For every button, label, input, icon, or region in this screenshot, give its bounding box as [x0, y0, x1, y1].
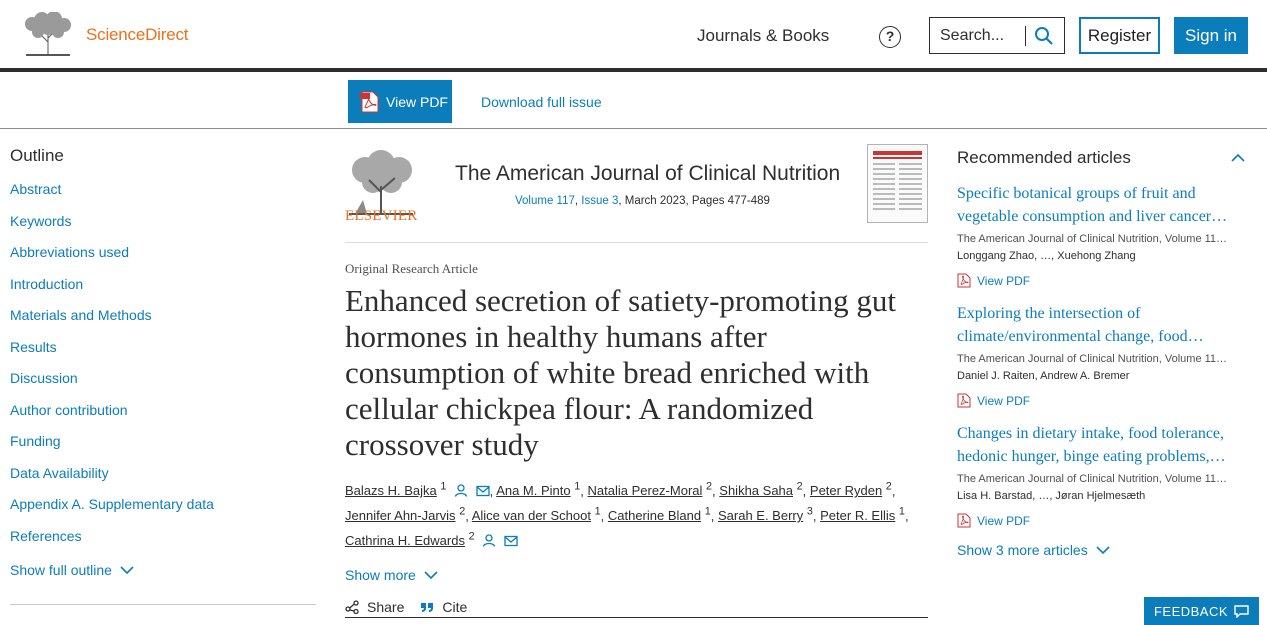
- recommended-article: [957, 302, 1247, 408]
- author-list: Balazs H. Bajka $^1$ , Ana M. Pinto $^1$, Natalia Perez-Moral $^2$, Shikha Saha $^2$, Peter Ryden $^2$, Jennifer Ahn-Jarvis $^2$, Alice van der Schoot $^1$, Catherine Bland $^1$, Sarah E. Berry $^3$, Peter R. Ellis $^1$, Cathrina H. Edwards $^2$: [345, 481, 909, 548]
- search-divider: [1025, 26, 1026, 46]
- recommended-article-authors: Longgang Zhao, …, Xuehong Zhang: [957, 250, 1136, 262]
- pdf-icon: [957, 393, 971, 408]
- author-affiliation: 1: [574, 481, 581, 493]
- volume-link[interactable]: Volume 117: [515, 195, 575, 207]
- show-more-articles-label: Show 3 more articles: [957, 542, 1088, 558]
- outline-title: Outline: [10, 146, 64, 165]
- recommended-article-authors: Lisa H. Barstad, …, Jøran Hjelmesæth: [957, 490, 1146, 502]
- download-issue-link[interactable]: Download full issue: [481, 94, 602, 110]
- recommended-view-pdf[interactable]: [957, 513, 1247, 528]
- chevron-down-icon: [424, 571, 438, 580]
- mail-icon[interactable]: [504, 534, 518, 547]
- sciencedirect-logo[interactable]: [22, 12, 188, 58]
- pdf-icon: [360, 91, 380, 113]
- issue-link[interactable]: Issue 3: [581, 195, 619, 207]
- recommended-article: [957, 182, 1247, 288]
- show-full-outline-label: Show full outline: [10, 562, 112, 578]
- author-affiliation: 2: [706, 481, 713, 493]
- author-name[interactable]: Catherine Bland: [607, 508, 702, 524]
- outline-item-author-contribution[interactable]: Author contribution: [10, 401, 128, 418]
- share-label: Share: [367, 599, 405, 616]
- author[interactable]: [820, 505, 905, 524]
- pdf-icon: [957, 273, 971, 288]
- outline-item-introduction[interactable]: Introduction: [10, 275, 84, 292]
- author-name[interactable]: Natalia Perez-Moral: [587, 483, 703, 499]
- person-icon[interactable]: [454, 484, 468, 497]
- cite-label: Cite: [442, 599, 468, 616]
- chevron-down-icon: [1096, 546, 1110, 555]
- search-icon[interactable]: [1034, 26, 1054, 46]
- recommended-panel: [957, 129, 1247, 558]
- show-full-outline-button[interactable]: [10, 562, 316, 578]
- recommended-title: Recommended articles: [957, 148, 1131, 167]
- author-name[interactable]: Peter Ryden: [809, 483, 883, 499]
- show-more-articles-button[interactable]: [957, 542, 1247, 558]
- author[interactable]: [345, 530, 475, 548]
- author[interactable]: [471, 505, 601, 524]
- show-more-button[interactable]: [345, 567, 928, 583]
- author-affiliation: 1: [898, 505, 905, 518]
- author[interactable]: [345, 483, 446, 498]
- outline-list: [10, 180, 316, 558]
- elsevier-wordmark: ELSEVIER: [345, 208, 418, 224]
- tree-logo-icon: [22, 12, 74, 58]
- author[interactable]: [607, 505, 711, 524]
- chevron-up-icon[interactable]: [1231, 153, 1245, 162]
- chevron-down-icon: [120, 566, 134, 575]
- view-pdf-button[interactable]: [348, 80, 452, 123]
- author[interactable]: [345, 505, 466, 524]
- date-pages: , March 2023, Pages 477-489: [618, 195, 770, 207]
- outline-panel: [10, 129, 316, 578]
- author-name[interactable]: Jennifer Ahn-Jarvis: [345, 508, 456, 524]
- recommended-article-journal: The American Journal of Clinical Nutrition, Volume 11…: [957, 473, 1228, 485]
- author-affiliation: 2: [796, 481, 803, 493]
- recommended-view-pdf[interactable]: [957, 273, 1247, 288]
- recommended-article-title[interactable]: Changes in dietary intake, food tolerance, hedonic hunger, binge eating problems,…: [957, 425, 1226, 465]
- recommended-view-pdf-label: View PDF: [977, 393, 1031, 408]
- author-name[interactable]: Alice van der Schoot: [471, 508, 591, 524]
- recommended-article: [957, 422, 1247, 528]
- mail-icon[interactable]: [476, 484, 490, 497]
- journal-volume-info: Volume 117, Issue 3, March 2023, Pages 477-489: [515, 195, 770, 207]
- site-header: [0, 0, 1267, 72]
- author[interactable]: [496, 483, 580, 498]
- author-affiliation: 1: [704, 505, 711, 518]
- author-name[interactable]: Shikha Saha: [719, 483, 794, 499]
- journal-header: [345, 129, 928, 243]
- brand-name: ScienceDirect: [86, 25, 189, 44]
- share-button[interactable]: [345, 599, 404, 615]
- author-affiliation: 2: [459, 505, 466, 518]
- author[interactable]: [588, 483, 713, 498]
- journals-books-link[interactable]: Journals & Books: [697, 26, 830, 45]
- recommended-article-journal: The American Journal of Clinical Nutrition, Volume 11…: [957, 353, 1228, 365]
- recommended-article-title[interactable]: Specific botanical groups of fruit and vegetable consumption and liver cancer…: [957, 185, 1228, 225]
- article-title: Enhanced secretion of satiety-promoting gut hormones in healthy humans after consumption of white bread enriched with cellular chickpea flour: A randomized crossover study: [345, 283, 896, 462]
- person-icon[interactable]: [482, 534, 496, 547]
- article-type: Original Research Article: [345, 261, 478, 276]
- feedback-label: FEEDBACK: [1153, 603, 1229, 619]
- search-input[interactable]: [930, 27, 1025, 45]
- journal-cover-thumbnail[interactable]: [867, 144, 928, 223]
- author[interactable]: [717, 505, 813, 524]
- author-name[interactable]: Ana M. Pinto: [496, 483, 571, 499]
- outline-item-keywords[interactable]: Keywords: [10, 212, 72, 229]
- view-pdf-label: View PDF: [386, 93, 448, 110]
- outline-item-funding[interactable]: Funding: [10, 433, 61, 449]
- outline-item-references[interactable]: References: [10, 527, 82, 544]
- author-affiliation: 2: [468, 530, 475, 543]
- sign-in-button[interactable]: Sign in: [1174, 17, 1248, 54]
- article-toolbar: [0, 76, 1267, 129]
- journal-title[interactable]: The American Journal of Clinical Nutrition: [455, 162, 841, 185]
- recommended-view-pdf-label: View PDF: [977, 513, 1031, 528]
- author-affiliation: 2: [885, 481, 892, 493]
- article-divider: [345, 617, 928, 618]
- recommended-view-pdf-label: View PDF: [977, 273, 1031, 288]
- recommended-article-title[interactable]: Exploring the intersection of climate/environmental change, food…: [957, 305, 1204, 345]
- author[interactable]: [810, 483, 892, 498]
- chat-icon: [1234, 605, 1249, 618]
- help-icon[interactable]: ?: [879, 26, 901, 48]
- author-affiliation: 1: [594, 505, 601, 518]
- register-button[interactable]: Register: [1079, 17, 1160, 54]
- quote-icon: [420, 601, 434, 613]
- feedback-button[interactable]: [1144, 597, 1259, 625]
- article-main: [345, 129, 928, 615]
- search-box: [929, 17, 1065, 54]
- show-more-label: Show more: [345, 567, 416, 584]
- article-actions: [345, 599, 928, 615]
- outline-item-appendix[interactable]: Appendix A. Supplementary data: [10, 496, 214, 512]
- outline-item-discussion[interactable]: Discussion: [10, 370, 78, 386]
- outline-item-methods[interactable]: Materials and Methods: [10, 307, 152, 323]
- author-name[interactable]: Cathrina H. Edwards: [345, 532, 465, 548]
- author[interactable]: [719, 483, 802, 498]
- recommended-view-pdf[interactable]: [957, 393, 1247, 408]
- cover-image: [868, 145, 927, 222]
- recommended-article-journal: The American Journal of Clinical Nutrition, Volume 11…: [957, 233, 1228, 245]
- author-affiliation: 1: [440, 481, 447, 493]
- author-name[interactable]: Peter R. Ellis: [820, 508, 896, 524]
- pdf-icon: [957, 513, 971, 528]
- outline-item-abstract[interactable]: Abstract: [10, 181, 62, 197]
- share-icon: [345, 600, 359, 614]
- author-name[interactable]: Balazs H. Bajka: [345, 483, 437, 499]
- outline-item-results[interactable]: Results: [10, 338, 57, 355]
- outline-item-abbreviations[interactable]: Abbreviations used: [10, 244, 130, 260]
- outline-divider: [10, 604, 316, 605]
- cite-button[interactable]: [420, 599, 467, 615]
- recommended-article-authors: Daniel J. Raiten, Andrew A. Bremer: [957, 370, 1130, 382]
- author-name[interactable]: Sarah E. Berry: [717, 508, 804, 524]
- author-affiliation: 3: [806, 505, 813, 518]
- outline-item-data-availability[interactable]: Data Availability: [10, 464, 109, 481]
